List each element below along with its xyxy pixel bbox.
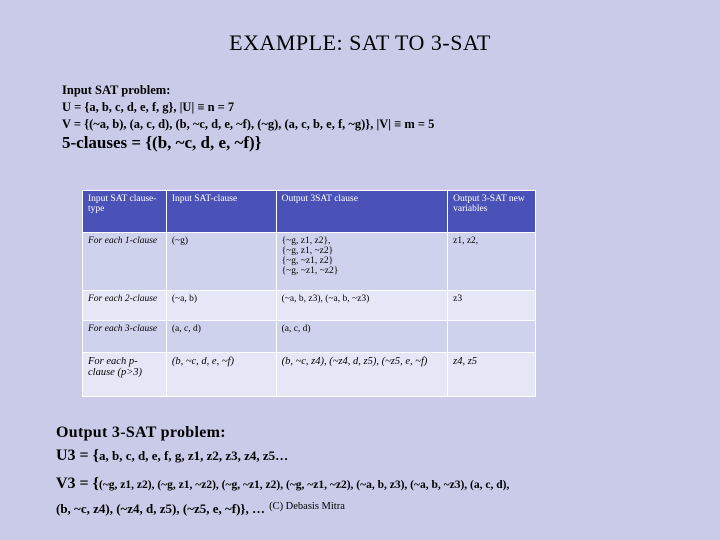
cell-new-variables: z4, z5 [448,353,536,397]
v3-line-2 [56,500,345,518]
table-row [83,353,536,397]
table-row [83,291,536,321]
cell-input-clause: (~g) [166,233,276,291]
cell-input-clause: (~a, b) [166,291,276,321]
input-sat-block [62,82,434,133]
cell-new-variables: z1, z2, [448,233,536,291]
v3-line [56,475,509,493]
author-credit: (C) Debasis Mitra [269,501,345,512]
cell-clause-type: For each p-clause (p>3) [83,353,167,397]
cell-output-clause: {~g, z1, z2}, {~g, z1, ~z2} {~g, ~z1, z2} {~g, ~z1, ~z2} [276,233,448,291]
u3-rest: a, b, c, d, e, f, g, z1, z2, z3, z4, z5… [98,448,289,463]
conversion-table [82,190,536,397]
cell-new-variables: z3 [448,291,536,321]
u3-lead: U3 = { [56,447,99,464]
cell-new-variables [448,321,536,353]
cell-input-clause: (a, c, d) [166,321,276,353]
cell-output-clause: (a, c, d) [276,321,448,353]
v3-rest: (~g, z1, z2), (~g, z1, ~z2), (~g, ~z1, z2), (~g, ~z1, ~z2), (~a, b, z3), (~a, b, ~z3), (a, c, d), [98,479,510,491]
cell-input-clause: (b, ~c, d, e, ~f) [166,353,276,397]
five-clauses-line: 5-clauses = {(b, ~c, d, e, ~f)} [62,133,262,152]
cell-clause-type: For each 2-clause [83,291,167,321]
table-row [83,321,536,353]
slide-title: EXAMPLE: SAT TO 3-SAT [229,30,491,55]
header-new-variables: Output 3-SAT new variables [448,191,536,233]
table-row [83,233,536,291]
cell-clause-type: For each 1-clause [83,233,167,291]
table-header-row [83,191,536,233]
header-input-clause: Input SAT-clause [166,191,276,233]
cell-output-clause: (~a, b, z3), (~a, b, ~z3) [276,291,448,321]
v3-continuation: (b, ~c, z4), (~z4, d, z5), (~z5, e, ~f)}, … [56,501,266,516]
cell-output-clause: (b, ~c, z4), (~z4, d, z5), (~z5, e, ~f) [276,353,448,397]
cell-clause-type: For each 3-clause [83,321,167,353]
v-set-line: V = {(~a, b), (a, c, d), (b, ~c, d, e, ~f), (~g), (a, c, b, e, f, ~g)}, |V| ≡ m = 5 [62,117,435,131]
input-heading: Input SAT problem: [62,83,171,97]
u-set-line: U = {a, b, c, d, e, f, g}, |U| ≡ n = 7 [62,100,235,114]
u3-line [56,447,288,465]
v3-lead: V3 = { [56,475,99,492]
header-clause-type: Input SAT clause-type [83,191,167,233]
output-heading: Output 3-SAT problem: [56,424,226,441]
header-output-clause: Output 3SAT clause [276,191,448,233]
